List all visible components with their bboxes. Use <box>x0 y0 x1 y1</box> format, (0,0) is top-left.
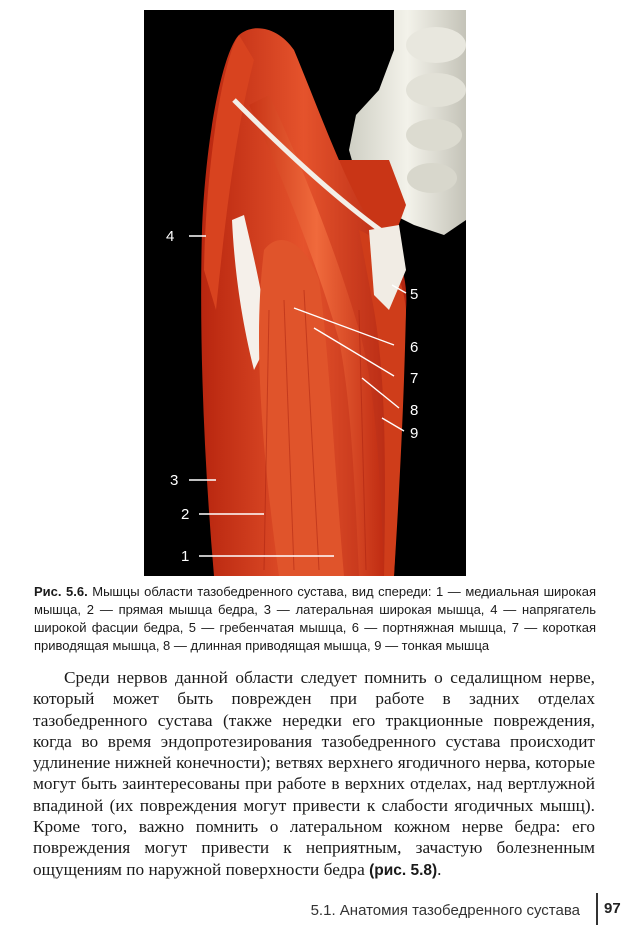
label-9: 9 <box>410 425 419 442</box>
label-6: 6 <box>410 339 419 356</box>
label-5: 5 <box>410 286 419 303</box>
label-8: 8 <box>410 402 419 419</box>
caption-text: Мышцы области тазобедренного сустава, вид спереди: 1 — медиальная широкая мышца, 2 — прямая мышца бедра, 3 — латеральная широкая мышца, 4 — напрягатель широкой фасции бедра, 5 — гребенчатая мышца, 6 — портняжная мышца, 7 — короткая приводящая мышца, 8 — длинная приводящая мышца, 9 — тонкая мышца <box>34 584 596 653</box>
hip-muscles-illustration <box>144 10 466 576</box>
body-end: . <box>437 859 442 879</box>
label-4: 4 <box>166 228 175 245</box>
label-1: 1 <box>181 548 190 565</box>
running-footer-section: 5.1. Анатомия тазобедренного сустава <box>310 902 580 919</box>
anatomy-figure <box>144 10 466 576</box>
label-7: 7 <box>410 370 419 387</box>
footer-divider <box>596 893 598 925</box>
page-number: 97 <box>604 900 621 917</box>
figure-reference-link[interactable]: (рис. 5.8) <box>369 861 438 879</box>
figure-caption <box>34 583 596 655</box>
body-text: Среди нервов данной области следует помнить о седалищном нерве, который может быть поврежден при работе в задних отделах тазобедренного сустава (также нередки его тракционные повреждения, когда во время эндопротезирования тазобедренного сустава происходит удлинение нижней конечности); ветвях верхнего ягодичного нерва, которые могут быть заинтересованы при работе в верхних отделах, над вертлужной впадиной (их повреждения могут привести к слабости ягодичных мышц). Кроме того, важно помнить о латеральном кожном нерве бедра: его повреждения могут привести к неприятным, зачастую болезненным ощущениям по наружной поверхности бедра <box>33 668 595 879</box>
label-2: 2 <box>181 506 190 523</box>
caption-prefix: Рис. 5.6. <box>34 584 88 599</box>
label-3: 3 <box>170 472 179 489</box>
body-paragraph <box>33 667 595 881</box>
